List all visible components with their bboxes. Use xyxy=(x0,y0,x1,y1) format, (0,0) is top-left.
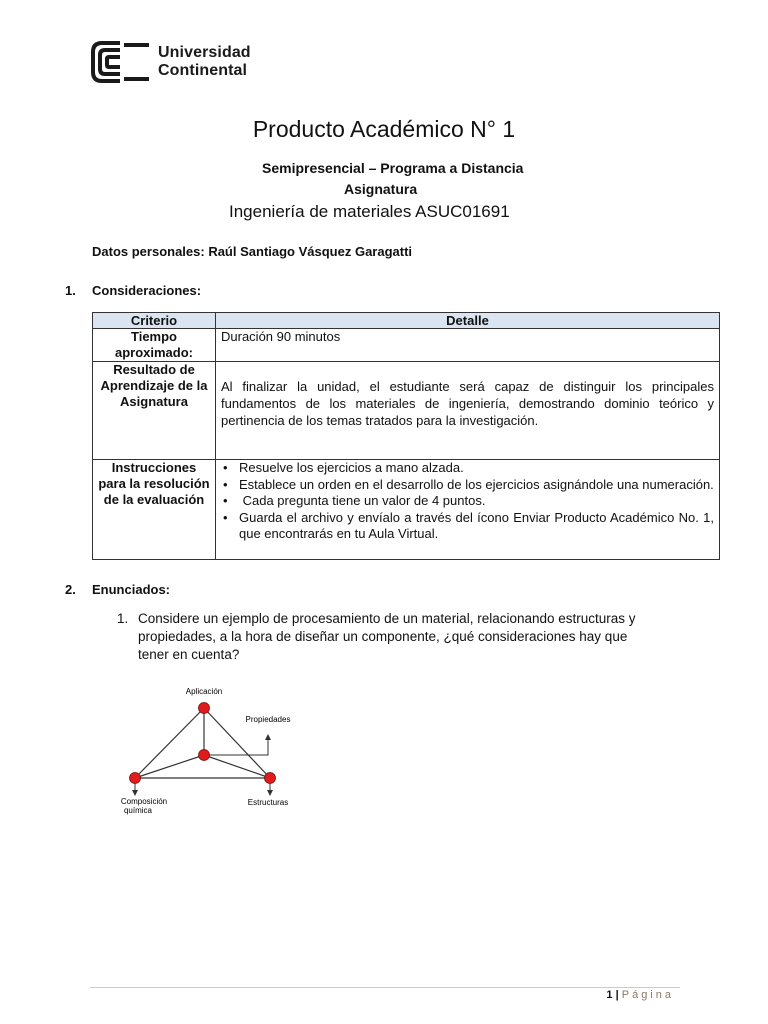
criteria-table xyxy=(92,312,720,560)
question-1 xyxy=(117,610,637,664)
table-row xyxy=(93,329,720,362)
criterion-cell: Instrucciones para la resolución de la evaluación xyxy=(93,460,216,560)
node-application xyxy=(199,703,210,714)
diagram-edge xyxy=(204,755,270,778)
label-composition: Composición xyxy=(120,797,168,806)
diagram-edge xyxy=(135,708,204,778)
arrow-head-icon xyxy=(265,734,271,740)
section-title: Enunciados: xyxy=(92,582,171,597)
section-heading-considerations xyxy=(65,283,202,298)
question-number: 1. xyxy=(117,611,129,626)
page-number: 1 xyxy=(606,989,613,1001)
list-item: • Resuelve los ejercicios a mano alzada. xyxy=(239,460,714,477)
footer-divider xyxy=(90,987,680,988)
university-name-line1: Universidad xyxy=(158,44,251,61)
table-row xyxy=(93,362,720,460)
detail-cell: Al finalizar la unidad, el estudiante será capaz de distinguir los principales fundamentos de los materiales de ingeniería, demostrando dominio teórico y pertinencia de los temas tratados para la investigación. xyxy=(216,362,720,460)
personal-data: Datos personales: Raúl Santiago Vásquez Garagatti xyxy=(92,244,413,259)
arrow-head-icon xyxy=(132,790,138,796)
section-number: 1. xyxy=(65,283,76,298)
properties-arrow xyxy=(204,738,268,755)
section-number: 2. xyxy=(65,582,76,597)
modality-subtitle: Semipresencial – Programa a Distancia xyxy=(262,160,524,176)
question-text: Considere un ejemplo de procesamiento de un material, relacionando estructuras y propiedades, a la hora de diseñar un componente, ¿qué consideraciones hay que tener en cuenta? xyxy=(138,611,636,662)
label-chemical: química xyxy=(123,806,153,815)
instructions-list xyxy=(221,460,714,543)
section-title: Consideraciones: xyxy=(92,283,202,298)
criterion-cell: Resultado de Aprendizaje de la Asignatura xyxy=(93,362,216,460)
criterion-cell: Tiempo aproximado: xyxy=(93,329,216,362)
page-word: Página xyxy=(621,989,674,1001)
list-item: • Cada pregunta tiene un valor de 4 puntos. xyxy=(239,493,714,510)
column-header: Criterio xyxy=(93,313,216,329)
footer-separator: | xyxy=(612,989,622,1001)
list-item: • Guarda el archivo y envíalo a través del ícono Enviar Producto Académico No. 1, que encontrarás en tu Aula Virtual. xyxy=(239,510,714,543)
label-properties: Propiedades xyxy=(245,715,291,724)
page-footer xyxy=(606,989,674,1001)
university-name xyxy=(158,44,251,80)
list-item: • Establece un orden en el desarrollo de los ejercicios asignándole una numeración. xyxy=(239,477,714,494)
arrow-head-icon xyxy=(267,790,273,796)
label-application: Aplicación xyxy=(185,687,223,696)
materials-tetrahedron-diagram xyxy=(110,672,300,832)
section-heading-statements xyxy=(65,582,171,597)
node-structures xyxy=(265,773,276,784)
asignatura-label: Asignatura xyxy=(344,181,418,197)
diagram-edge xyxy=(135,755,204,778)
detail-cell: Duración 90 minutos xyxy=(216,329,720,362)
label-structures: Estructuras xyxy=(247,798,289,807)
course-name: Ingeniería de materiales ASUC01691 xyxy=(229,202,510,221)
node-center xyxy=(199,750,210,761)
table-row xyxy=(93,460,720,560)
node-composition xyxy=(130,773,141,784)
column-header: Detalle xyxy=(216,313,720,329)
university-name-line2: Continental xyxy=(158,62,248,79)
table-header-row xyxy=(93,313,720,329)
university-logo-icon xyxy=(90,40,152,84)
page-title: Producto Académico N° 1 xyxy=(252,116,516,142)
university-logo xyxy=(90,40,251,84)
detail-cell xyxy=(216,460,720,560)
